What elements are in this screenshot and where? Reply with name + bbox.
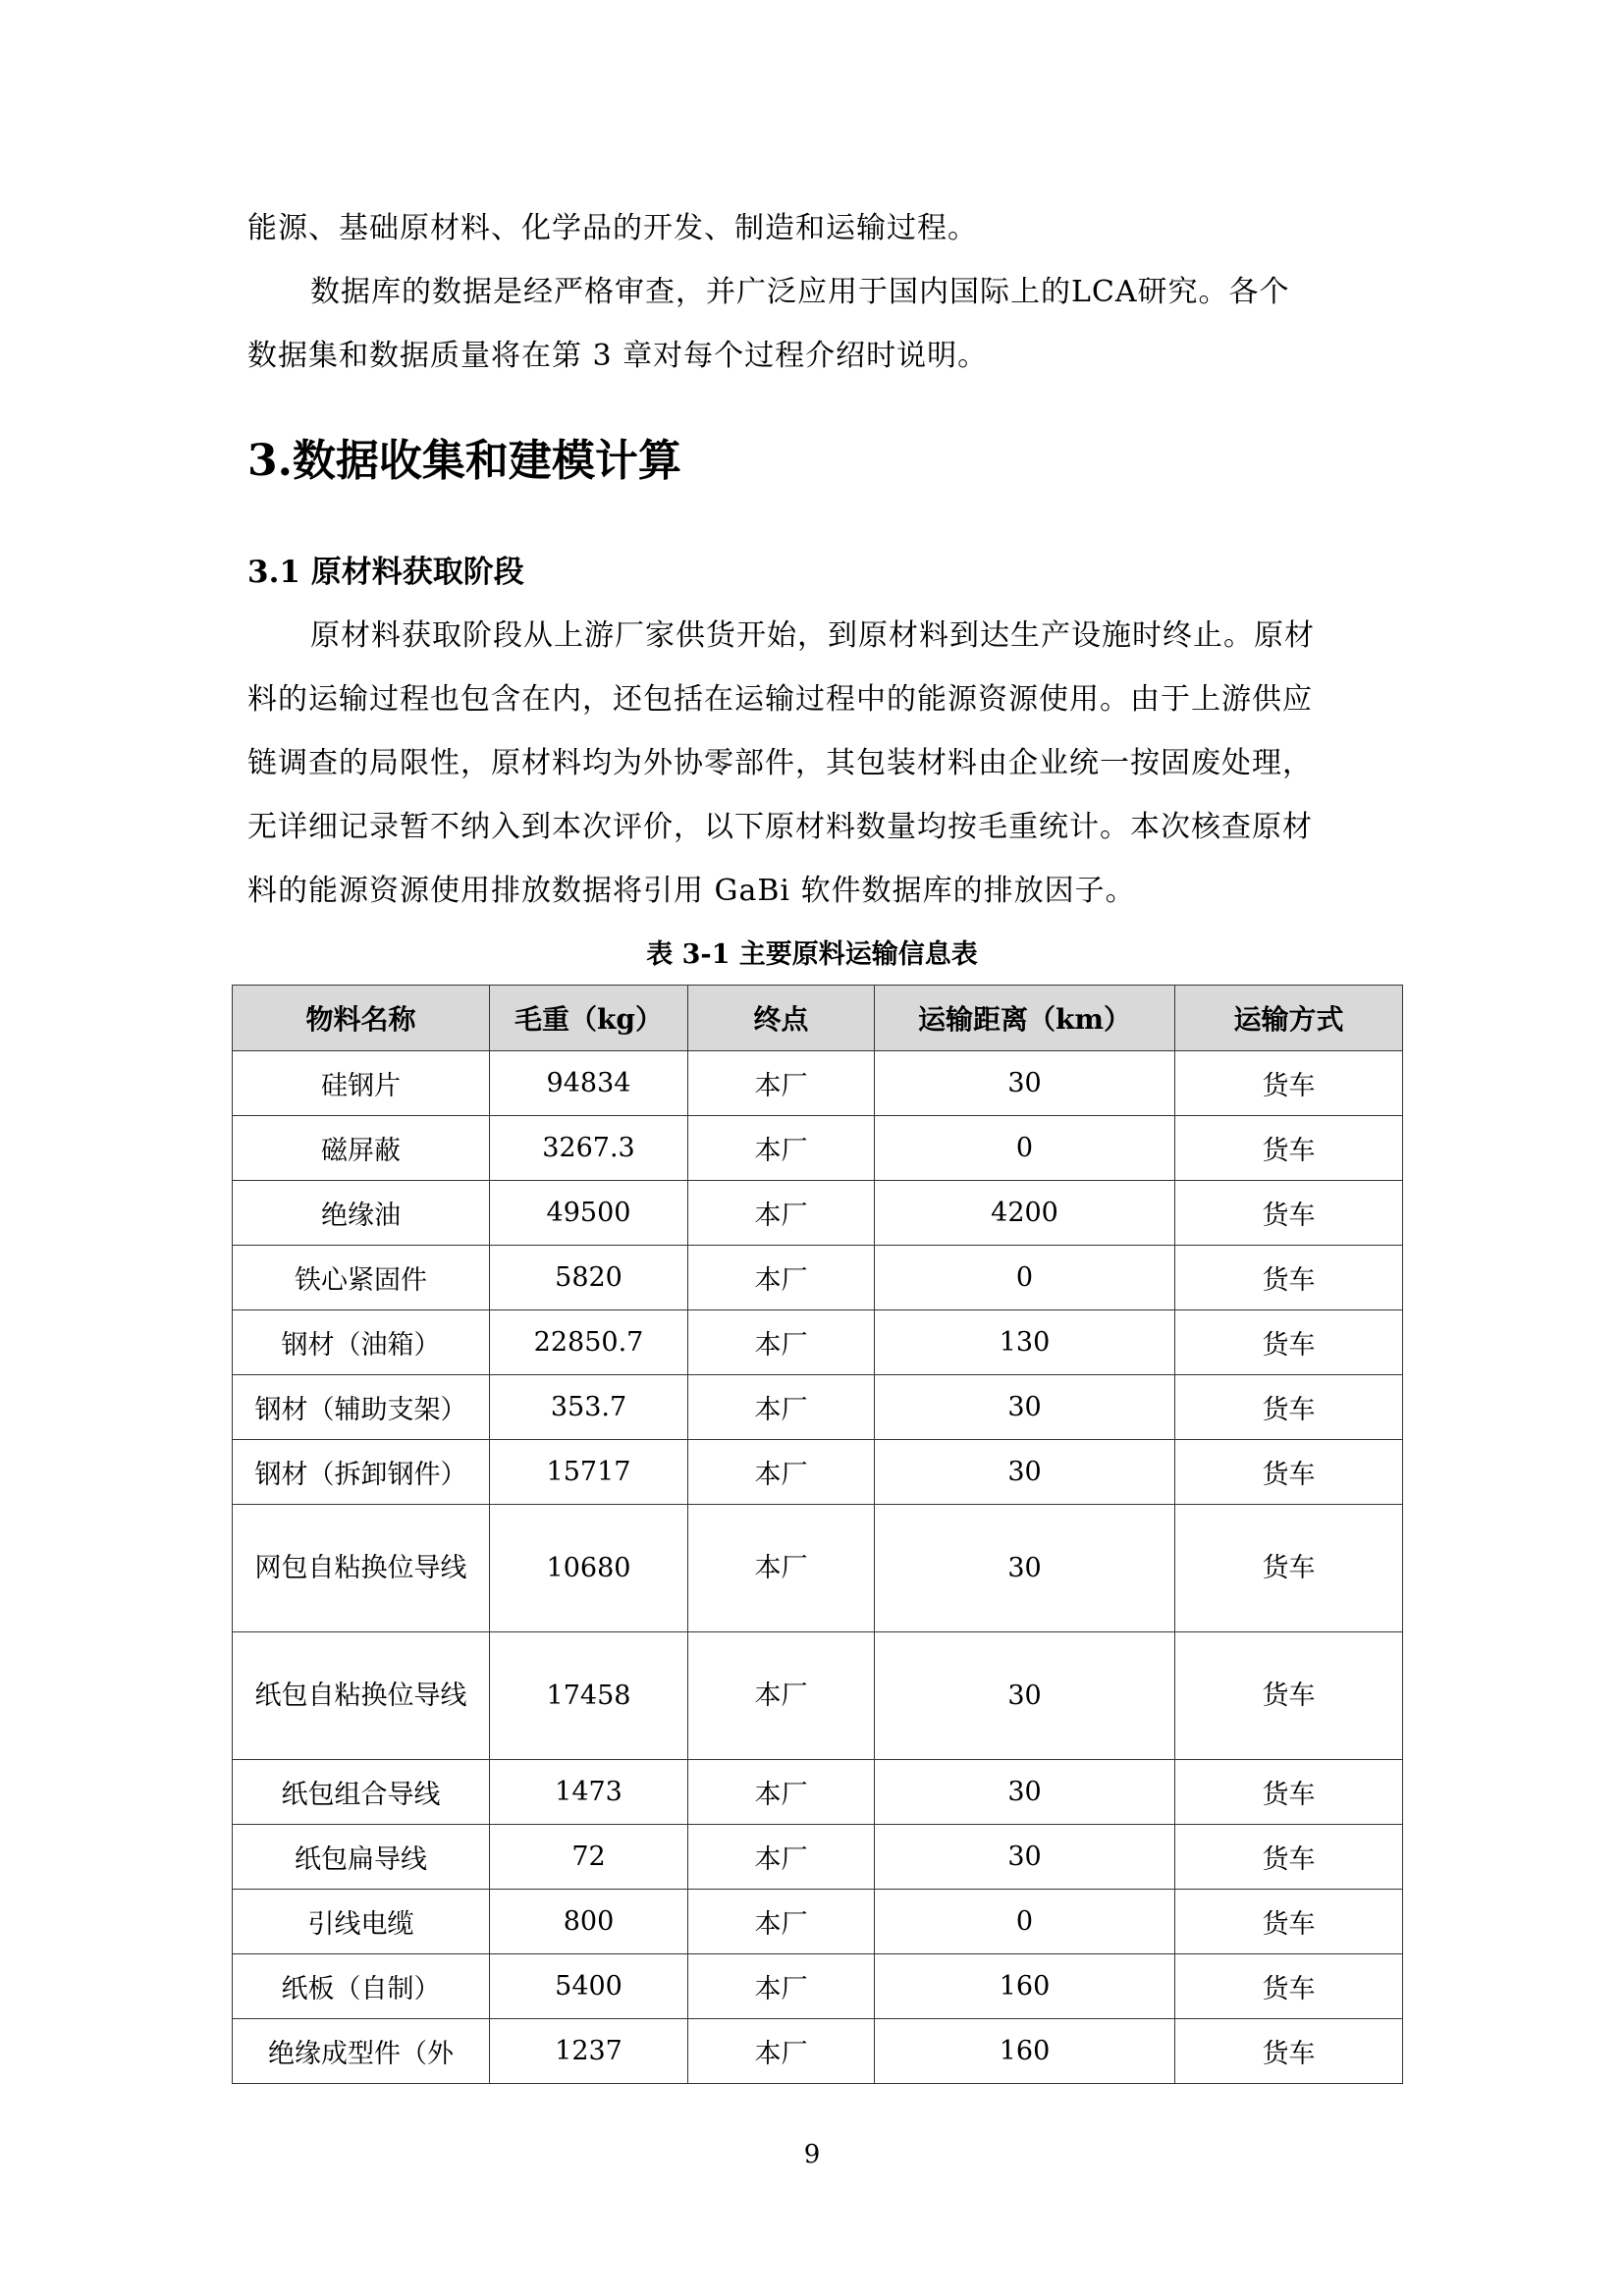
- cell-destination: 本厂: [688, 1760, 875, 1825]
- cell-mode: 货车: [1175, 1051, 1403, 1116]
- cell-distance: 30: [875, 1051, 1175, 1116]
- cell-mode: 货车: [1175, 1440, 1403, 1505]
- cell-weight: 17458: [490, 1632, 688, 1760]
- cell-distance: 30: [875, 1760, 1175, 1825]
- table-row: [233, 1051, 1403, 1116]
- table-caption: 表 3-1 主要原料运输信息表: [646, 939, 978, 970]
- cell-distance: 0: [875, 1890, 1175, 1954]
- cell-weight: 1473: [490, 1760, 688, 1825]
- cell-material: 引线电缆: [233, 1890, 490, 1954]
- cell-mode: 货车: [1175, 1310, 1403, 1375]
- cell-material: 磁屏蔽: [233, 1116, 490, 1181]
- table-row: [233, 1890, 1403, 1954]
- cell-weight: 353.7: [490, 1375, 688, 1440]
- table-row: [233, 2019, 1403, 2084]
- cell-material: 铁心紧固件: [233, 1246, 490, 1310]
- text-line: 料的运输过程也包含在内，还包括在运输过程中的能源资源使用。由于上游供应: [247, 682, 1313, 717]
- body-paragraph: [247, 604, 1394, 923]
- cell-material: 网包自粘换位导线: [233, 1505, 490, 1632]
- page-number: 9: [803, 2140, 821, 2169]
- table-row: [233, 1632, 1403, 1760]
- cell-weight: 1237: [490, 2019, 688, 2084]
- header-material-name: 物料名称: [233, 986, 490, 1051]
- cell-mode: 货车: [1175, 1825, 1403, 1890]
- text-line: 链调查的局限性，原材料均为外协零部件，其包装材料由企业统一按固废处理，: [247, 746, 1313, 780]
- table-row: [233, 1825, 1403, 1890]
- cell-distance: 30: [875, 1440, 1175, 1505]
- intro-paragraph-end: [247, 196, 1394, 260]
- cell-destination: 本厂: [688, 1246, 875, 1310]
- text-line: 无详细记录暂不纳入到本次评价，以下原材料数量均按毛重统计。本次核查原材: [247, 810, 1313, 844]
- cell-weight: 15717: [490, 1440, 688, 1505]
- table-row: [233, 1116, 1403, 1181]
- cell-distance: 30: [875, 1632, 1175, 1760]
- cell-destination: 本厂: [688, 1116, 875, 1181]
- cell-weight: 5820: [490, 1246, 688, 1310]
- cell-material: 硅钢片: [233, 1051, 490, 1116]
- subsection-title: 3.1 原材料获取阶段: [247, 555, 524, 590]
- header-distance: 运输距离（km）: [875, 986, 1175, 1051]
- text-line: 数据库的数据是经严格审查，并广泛应用于国内国际上的LCA研究。各个: [310, 275, 1290, 309]
- text-line: 原材料获取阶段从上游厂家供货开始，到原材料到达生产设施时终止。原材: [310, 618, 1315, 653]
- header-transport-mode: 运输方式: [1175, 986, 1403, 1051]
- cell-material: 纸板（自制）: [233, 1954, 490, 2019]
- cell-mode: 货车: [1175, 1116, 1403, 1181]
- cell-distance: 160: [875, 2019, 1175, 2084]
- cell-weight: 22850.7: [490, 1310, 688, 1375]
- cell-material: 钢材（辅助支架）: [233, 1375, 490, 1440]
- cell-distance: 0: [875, 1246, 1175, 1310]
- cell-mode: 货车: [1175, 1954, 1403, 2019]
- cell-weight: 3267.3: [490, 1116, 688, 1181]
- cell-material: 纸包自粘换位导线: [233, 1632, 490, 1760]
- table-row: [233, 1760, 1403, 1825]
- table-row: [233, 1246, 1403, 1310]
- cell-weight: 5400: [490, 1954, 688, 2019]
- cell-mode: 货车: [1175, 2019, 1403, 2084]
- cell-material: 钢材（拆卸钢件）: [233, 1440, 490, 1505]
- cell-destination: 本厂: [688, 1825, 875, 1890]
- cell-mode: 货车: [1175, 1505, 1403, 1632]
- cell-material: 纸包扁导线: [233, 1825, 490, 1890]
- cell-destination: 本厂: [688, 1440, 875, 1505]
- text-line: 料的能源资源使用排放数据将引用 GaBi 软件数据库的排放因子。: [247, 874, 1136, 908]
- cell-destination: 本厂: [688, 1310, 875, 1375]
- text-line: 能源、基础原材料、化学品的开发、制造和运输过程。: [247, 211, 978, 245]
- cell-destination: 本厂: [688, 1181, 875, 1246]
- cell-destination: 本厂: [688, 2019, 875, 2084]
- cell-weight: 49500: [490, 1181, 688, 1246]
- cell-distance: 160: [875, 1954, 1175, 2019]
- cell-mode: 货车: [1175, 1632, 1403, 1760]
- material-transport-table: [232, 985, 1403, 2084]
- cell-material: 纸包组合导线: [233, 1760, 490, 1825]
- header-destination: 终点: [688, 986, 875, 1051]
- cell-mode: 货车: [1175, 1181, 1403, 1246]
- cell-destination: 本厂: [688, 1051, 875, 1116]
- header-gross-weight: 毛重（kg）: [490, 986, 688, 1051]
- section-title: 3.数据收集和建模计算: [247, 436, 681, 486]
- cell-mode: 货车: [1175, 1246, 1403, 1310]
- cell-mode: 货车: [1175, 1375, 1403, 1440]
- table-row: [233, 1440, 1403, 1505]
- cell-destination: 本厂: [688, 1505, 875, 1632]
- cell-distance: 0: [875, 1116, 1175, 1181]
- cell-destination: 本厂: [688, 1632, 875, 1760]
- cell-distance: 130: [875, 1310, 1175, 1375]
- database-paragraph: [247, 260, 1394, 388]
- cell-destination: 本厂: [688, 1954, 875, 2019]
- table-header-row: [233, 986, 1403, 1051]
- cell-weight: 800: [490, 1890, 688, 1954]
- cell-weight: 72: [490, 1825, 688, 1890]
- cell-material: 钢材（油箱）: [233, 1310, 490, 1375]
- cell-distance: 4200: [875, 1181, 1175, 1246]
- cell-mode: 货车: [1175, 1890, 1403, 1954]
- table-row: [233, 1505, 1403, 1632]
- table-row: [233, 1181, 1403, 1246]
- table-row: [233, 1375, 1403, 1440]
- cell-weight: 10680: [490, 1505, 688, 1632]
- cell-material: 绝缘油: [233, 1181, 490, 1246]
- table-row: [233, 1954, 1403, 2019]
- text-line: 数据集和数据质量将在第 3 章对每个过程介绍时说明。: [247, 339, 989, 373]
- cell-destination: 本厂: [688, 1890, 875, 1954]
- cell-destination: 本厂: [688, 1375, 875, 1440]
- cell-distance: 30: [875, 1375, 1175, 1440]
- cell-distance: 30: [875, 1825, 1175, 1890]
- cell-distance: 30: [875, 1505, 1175, 1632]
- cell-material: 绝缘成型件（外: [233, 2019, 490, 2084]
- cell-weight: 94834: [490, 1051, 688, 1116]
- table-row: [233, 1310, 1403, 1375]
- cell-mode: 货车: [1175, 1760, 1403, 1825]
